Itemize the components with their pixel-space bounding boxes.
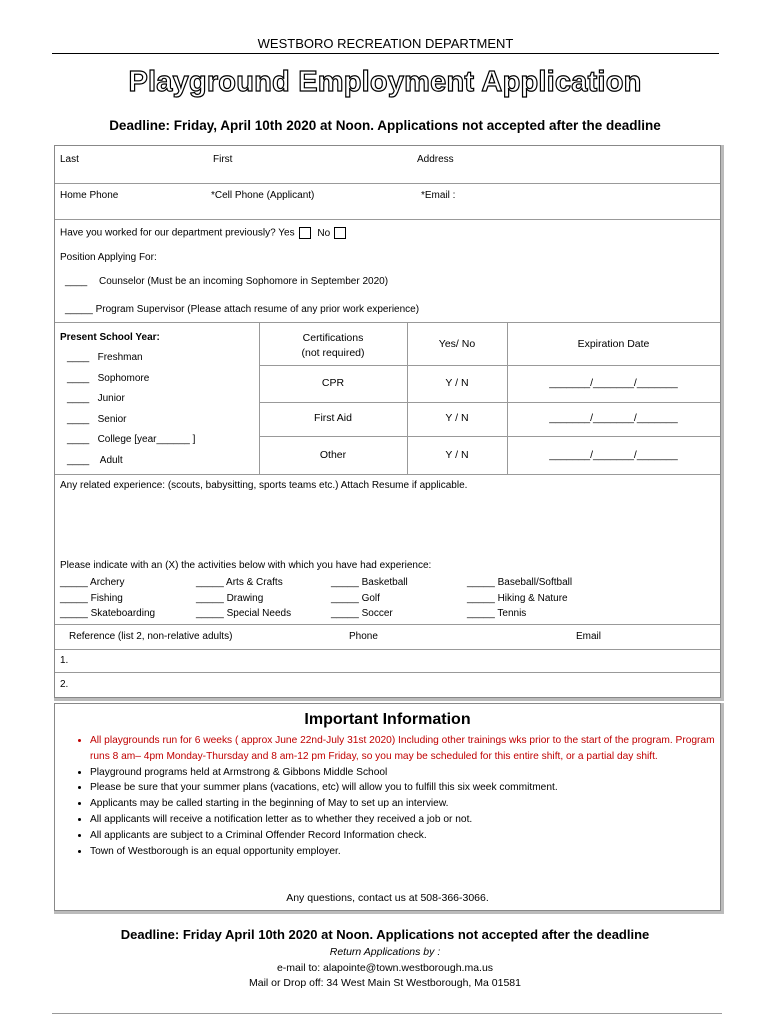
worked-before-question bbox=[60, 227, 346, 239]
activity-column bbox=[60, 575, 155, 622]
divider bbox=[259, 365, 720, 366]
school-year-option[interactable]: ____ Junior bbox=[67, 393, 125, 404]
activity-column bbox=[331, 575, 408, 622]
department-name: WESTBORO RECREATION DEPARTMENT bbox=[52, 36, 719, 54]
bottom-rule bbox=[52, 1013, 722, 1014]
info-bullet: • Playground programs held at Armstrong & Gibbons Middle School bbox=[90, 765, 730, 781]
cert-name: First Aid bbox=[314, 412, 352, 424]
info-bullet: • All applicants will receive a notification letter as to whether they received a job or not. bbox=[90, 812, 730, 828]
certifications-header-line2: (not required) bbox=[301, 347, 365, 359]
home-phone-label: Home Phone bbox=[60, 190, 119, 201]
activity-item[interactable]: _____ Hiking & Nature bbox=[467, 592, 568, 604]
contact-questions: Any questions, contact us at 508-366-3066. bbox=[286, 892, 489, 904]
first-name-label: First bbox=[213, 154, 233, 165]
school-year-option[interactable]: ____ College [year______ ] bbox=[67, 434, 196, 445]
activity-item[interactable]: _____ Baseball/Softball bbox=[467, 577, 573, 588]
email-label: *Email : bbox=[421, 190, 456, 201]
cell-phone-label: *Cell Phone (Applicant) bbox=[211, 190, 315, 201]
activity-item[interactable]: _____ Golf bbox=[331, 592, 380, 604]
yes-checkbox[interactable] bbox=[299, 227, 311, 239]
divider bbox=[55, 322, 720, 323]
activity-column bbox=[467, 575, 572, 622]
divider bbox=[55, 624, 720, 625]
return-mail-address: Mail or Drop off: 34 West Main St Westborough, Ma 01581 bbox=[249, 977, 521, 989]
reference-1[interactable]: 1. bbox=[60, 655, 69, 666]
footer-deadline: Deadline: Friday April 10th 2020 at Noon. Applications not accepted after the deadline bbox=[120, 927, 650, 942]
cert-expiration[interactable]: _______/_______/_______ bbox=[549, 412, 678, 424]
reference-email-label: Email bbox=[576, 631, 602, 642]
position-supervisor[interactable]: _____ Program Supervisor (Please attach resume of any prior work experience) bbox=[65, 304, 420, 315]
position-label: Position Applying For: bbox=[60, 252, 157, 263]
activity-item[interactable]: _____ Tennis bbox=[467, 608, 527, 619]
cert-yes-no[interactable]: Y / N bbox=[445, 377, 469, 389]
activity-item[interactable]: _____ Special Needs bbox=[196, 608, 292, 619]
important-info-title: Important Information bbox=[304, 711, 471, 728]
reference-phone-label: Phone bbox=[349, 631, 378, 642]
return-instructions: Return Applications by : bbox=[329, 946, 441, 958]
divider bbox=[259, 402, 720, 403]
info-bullets bbox=[74, 733, 730, 859]
info-bullet: • Town of Westborough is an equal opportunity employer. bbox=[90, 844, 730, 860]
no-label: No bbox=[317, 227, 331, 239]
cert-expiration[interactable]: _______/_______/_______ bbox=[549, 449, 678, 461]
activity-column bbox=[196, 575, 291, 622]
page-title: Playground Employment Application bbox=[128, 66, 642, 98]
certifications-header-line1: Certifications bbox=[302, 332, 364, 344]
activity-item[interactable]: _____ Drawing bbox=[196, 592, 264, 604]
activity-item[interactable]: _____ Skateboarding bbox=[60, 608, 156, 619]
position-counselor-blank[interactable]: ____ bbox=[65, 276, 88, 287]
school-year-option[interactable]: ____ Senior bbox=[67, 414, 127, 425]
yes-no-header: Yes/ No bbox=[438, 338, 476, 350]
school-year-option[interactable]: ____ Freshman bbox=[67, 352, 143, 363]
cert-expiration[interactable]: _______/_______/_______ bbox=[549, 377, 678, 389]
info-bullet: • Applicants may be called starting in the beginning of May to set up an interview. bbox=[90, 796, 730, 812]
school-year-label: Present School Year: bbox=[60, 332, 160, 343]
activity-item[interactable]: _____ Archery bbox=[60, 577, 125, 588]
last-name-label: Last bbox=[60, 154, 79, 165]
info-bullet: • All applicants are subject to a Criminal Offender Record Information check. bbox=[90, 828, 730, 844]
cert-name: Other bbox=[319, 449, 347, 461]
expiration-header: Expiration Date bbox=[577, 338, 650, 350]
activity-item[interactable]: _____ Soccer bbox=[331, 608, 393, 619]
divider bbox=[55, 649, 720, 650]
return-email: e-mail to: alapointe@town.westborough.ma.us bbox=[276, 962, 494, 974]
worked-before-text: Have you worked for our department previously? Yes bbox=[60, 227, 295, 239]
cert-yes-no[interactable]: Y / N bbox=[445, 412, 469, 424]
divider bbox=[55, 474, 720, 475]
info-bullet: • All playgrounds run for 6 weeks ( approx June 22nd-July 31st 2020) Including other trainings wks prior to the start of the program. Program runs 8 am– 4pm Monday-Thursday and 8 am-12 pm Friday, so you may be scheduled for this entire shift, or a partial day shift. bbox=[90, 733, 730, 765]
info-bullet: • Please be sure that your summer plans (vacations, etc) will allow you to fulfill this six week commitment. bbox=[90, 780, 730, 796]
reference-label: Reference (list 2, non-relative adults) bbox=[69, 631, 233, 642]
divider bbox=[55, 183, 720, 184]
school-year-option[interactable]: ____ Adult bbox=[67, 455, 123, 466]
position-counselor: Counselor (Must be an incoming Sophomore in September 2020) bbox=[99, 276, 389, 287]
divider bbox=[259, 436, 720, 437]
application-form bbox=[54, 145, 721, 698]
activity-item[interactable]: _____ Basketball bbox=[331, 577, 408, 588]
divider bbox=[55, 672, 720, 673]
school-year-option[interactable]: ____ Sophomore bbox=[67, 373, 150, 384]
address-label: Address bbox=[417, 154, 454, 165]
deadline-notice: Deadline: Friday, April 10th 2020 at Noon. Applications not accepted after the deadline bbox=[109, 118, 661, 133]
experience-label: Any related experience: (scouts, babysitting, sports teams etc.) Attach Resume if applicable. bbox=[60, 480, 468, 491]
activity-item[interactable]: _____ Fishing bbox=[60, 592, 123, 604]
certifications-header bbox=[259, 331, 407, 361]
activity-item[interactable]: _____ Arts & Crafts bbox=[196, 577, 283, 588]
divider bbox=[55, 219, 720, 220]
activities-label: Please indicate with an (X) the activities below with which you have had experience: bbox=[60, 560, 432, 571]
reference-2[interactable]: 2. bbox=[60, 679, 69, 690]
no-checkbox[interactable] bbox=[334, 227, 346, 239]
cert-yes-no[interactable]: Y / N bbox=[445, 449, 469, 461]
cert-name: CPR bbox=[321, 377, 345, 389]
